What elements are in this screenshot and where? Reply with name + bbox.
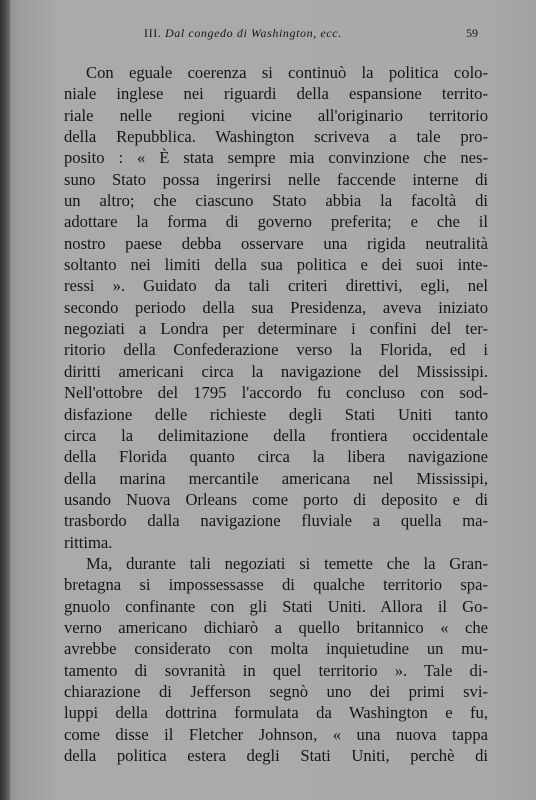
text-line: trasbordo dalla navigazione fluviale a quella ma- [64,511,488,531]
text-line: come disse il Fletcher Johnson, « una nuova tappa [64,724,488,744]
text-line: ressi ». Guidato da tali criteri direttivi, egli, nel [64,276,488,296]
text-line: verno americano dichiarò a quello britannico « che [64,617,488,637]
text-line: un altro; che ciascuno Stato abbia la facoltà di [64,191,488,211]
text-line: della Repubblica. Washington scriveva a tale pro- [64,127,488,147]
text-line: secondo periodo della sua Presidenza, aveva iniziato [64,297,488,317]
text-line: Ma, durante tali negoziati si temette che la Gran- [86,553,488,573]
text-line: diritti americani circa la navigazione del Mississipi. [64,361,488,381]
text-line: posito : « È stata sempre mia convinzione che nes- [64,148,488,168]
text-line: luppi della dottrina formulata da Washington e fu, [64,703,488,723]
text-line: Nell'ottobre del 1795 l'accordo fu concluso con sod- [64,383,488,403]
chapter-title: Dal congedo di Washington, ecc. [165,26,342,40]
text-line: tamento di sovranità in quel territorio ». Tale di- [64,660,488,680]
text-line: della marina mercantile americana nel Mississipi, [64,468,488,488]
book-spine-shadow [0,0,10,800]
text-line: circa la delimitazione della frontiera occidentale [64,425,488,445]
running-head [60,26,490,46]
text-line: suno Stato possa ingerirsi nelle faccende interne di [64,169,488,189]
text-line: avrebbe considerato con molta inquietudine un mu- [64,639,488,659]
text-line: della politica estera degli Stati Uniti, perchè di [64,746,488,765]
text-line: usando Nuova Orleans come porto di deposito e di [64,489,488,509]
text-line: della Florida quanto circa la libera navigazione [64,447,488,467]
text-line: nostro paese debba osservare una rigida neutralità [64,233,488,253]
text-line: niale inglese nei riguardi della espansione territo- [64,84,488,104]
paragraph-2 [64,553,488,766]
page-number: 59 [466,26,478,40]
text-line: rittima. [64,532,113,552]
text-line: ritorio della Confederazione verso la Florida, ed i [64,340,488,360]
running-title [144,26,342,41]
text-line: chiarazione di Jefferson segnò uno dei primi svi- [64,681,488,701]
chapter-number: III. [144,26,162,40]
paragraph-1 [64,62,488,553]
text-line: riale nelle regioni vicine all'originario territorio [64,105,488,125]
text-line: adottare la forma di governo preferita; e che il [64,212,488,232]
text-line: disfazione delle richieste degli Stati Uniti tanto [64,404,488,424]
text-line: Con eguale coerenza si continuò la politica colo- [86,63,488,82]
body-text [64,62,488,766]
text-line: negoziati a Londra per determinare i confini del ter- [64,319,488,339]
text-line: bretagna si impossessasse di qualche territorio spa- [64,575,488,595]
text-line: soltanto nei limiti della sua politica e dei suoi inte- [64,255,488,275]
text-line: gnuolo confinante con gli Stati Uniti. Allora il Go- [64,596,488,616]
